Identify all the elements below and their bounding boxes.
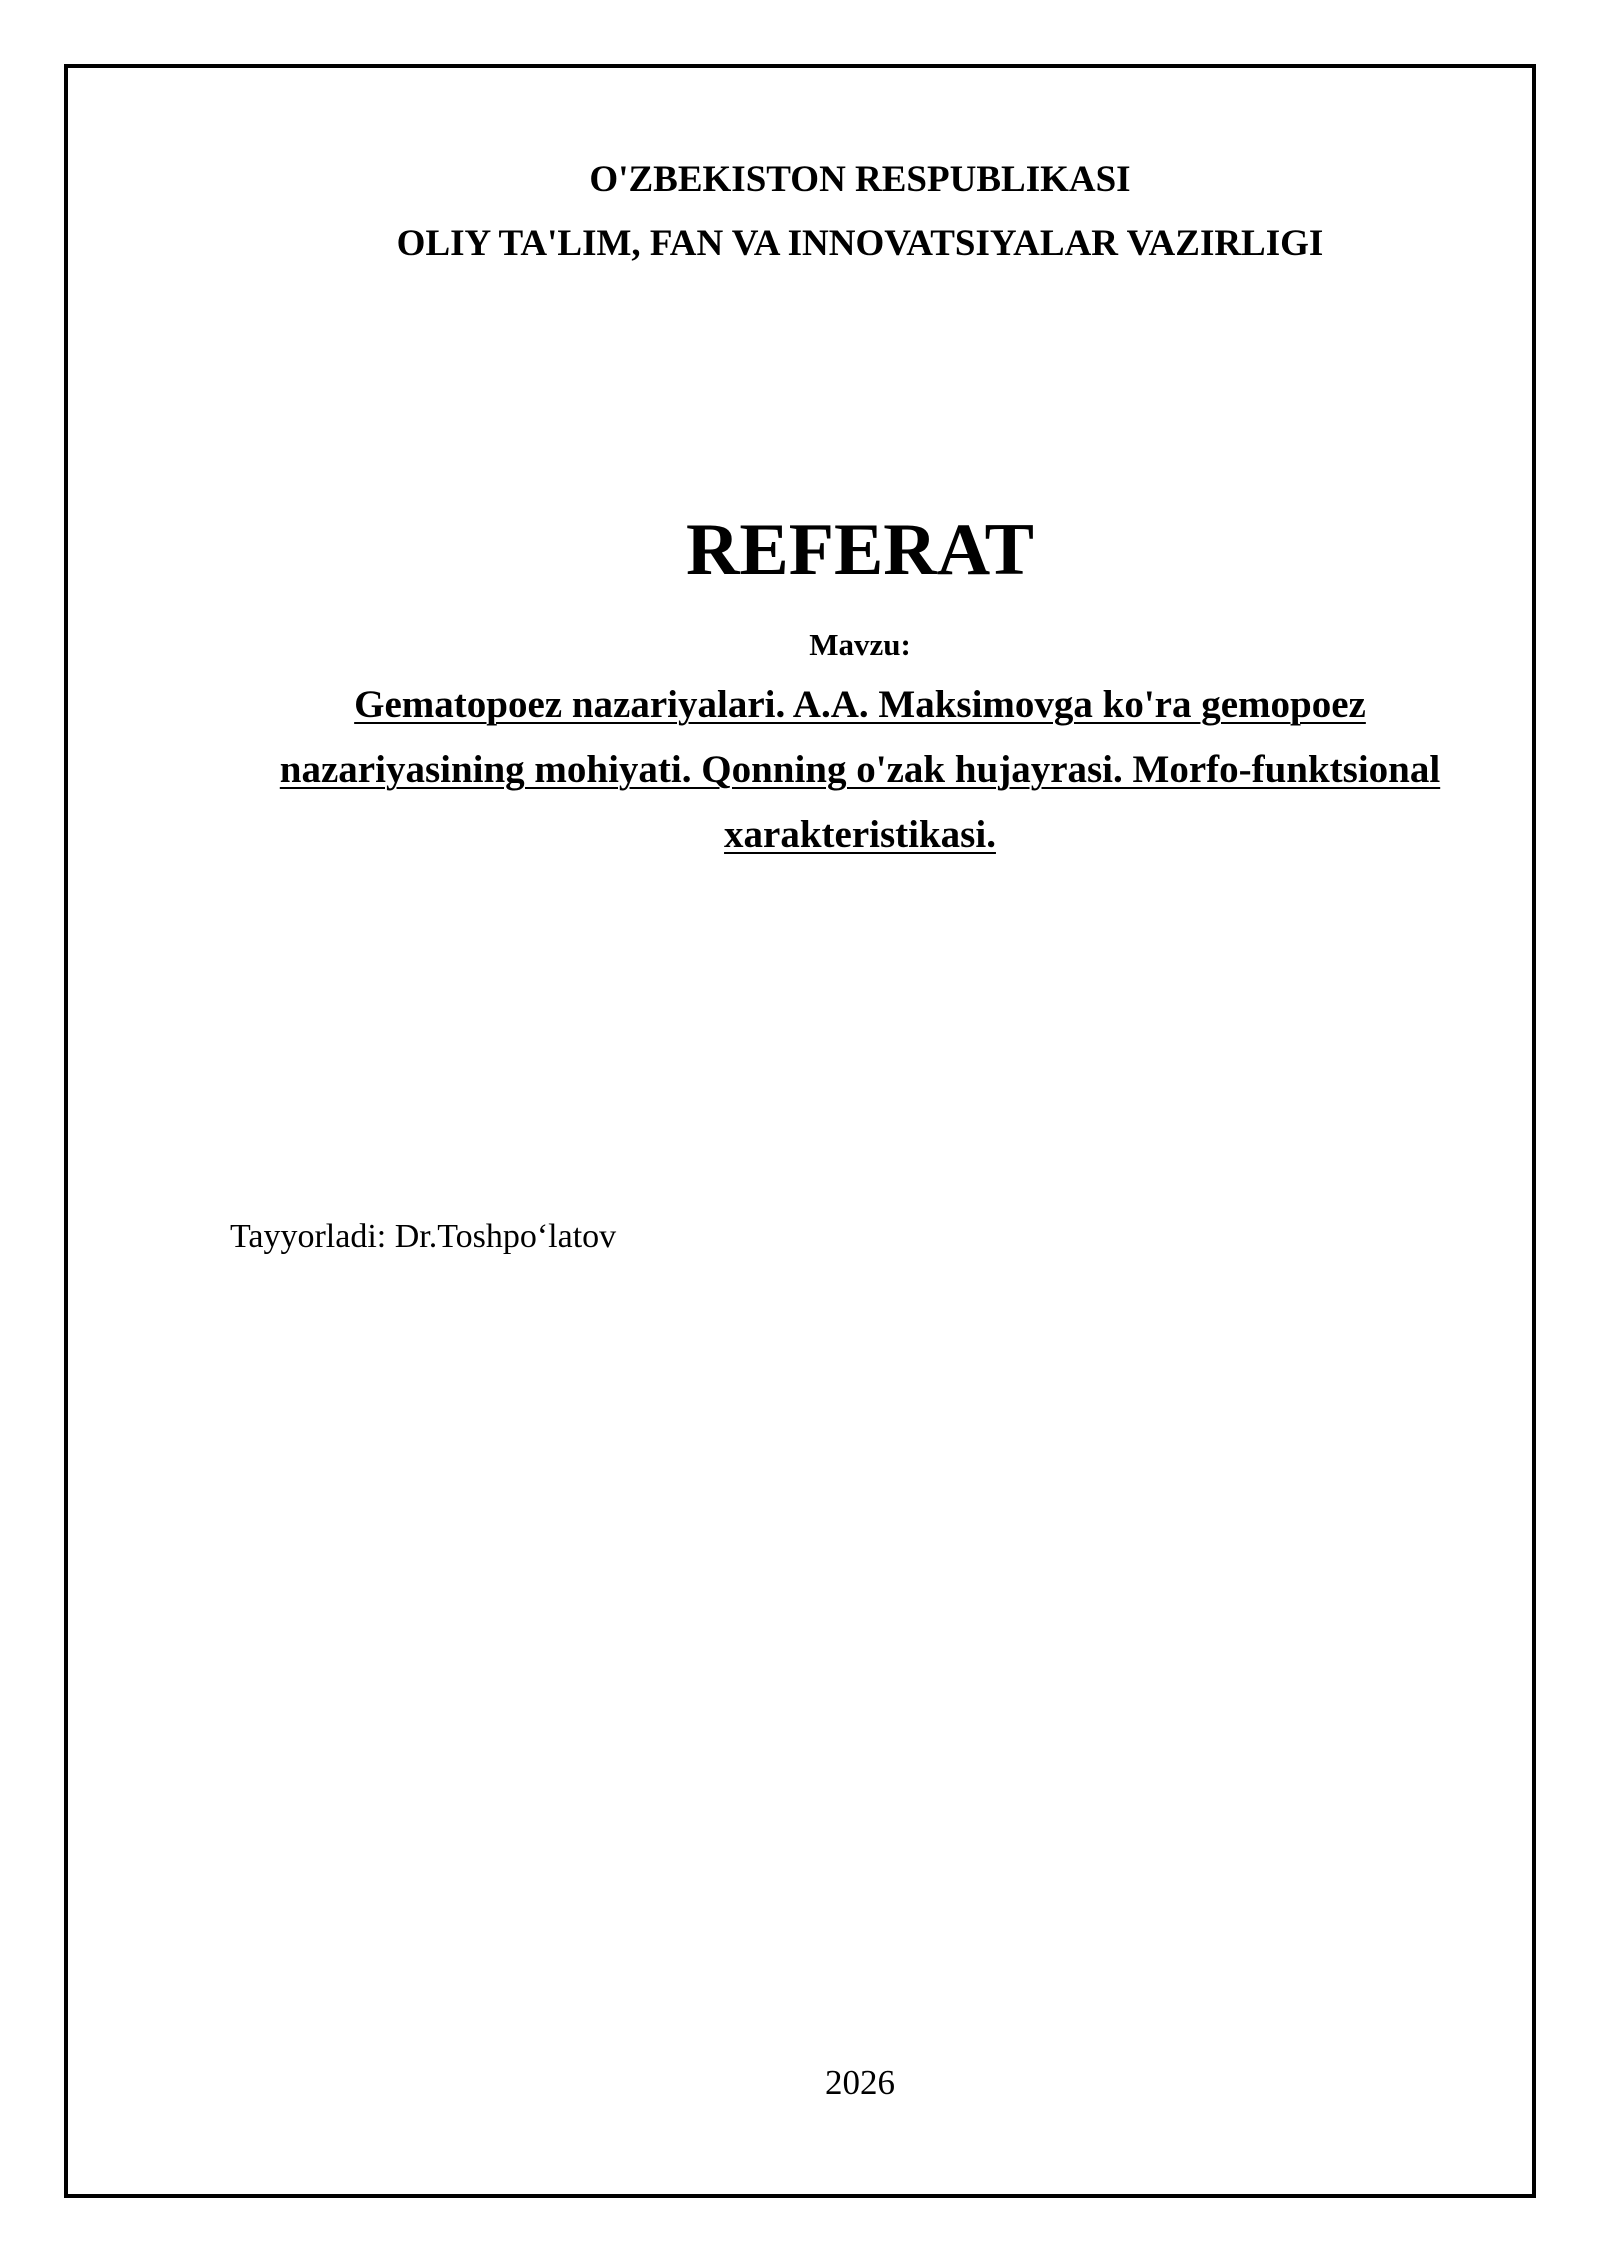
author-line: Tayyorladi: Dr.Toshpo‘latov [230, 1218, 617, 1255]
ministry-header [230, 148, 1490, 276]
year: 2026 [825, 2063, 895, 2102]
topic-label: Mavzu: [809, 627, 911, 662]
header-ministry: OLIY TA'LIM, FAN VA INNOVATSIYALAR VAZIRLIGI [396, 223, 1324, 264]
document-title: REFERAT [685, 509, 1035, 591]
header-country: O'ZBEKISTON RESPUBLIKASI [589, 159, 1131, 200]
topic-text: Gematopoez nazariyalari. A.A. Maksimovga ko'ra gemopoez nazariyasining mohiyati. Qonning o'zak hujayrasi. Morfo-funktsional xarakteristikasi. [279, 683, 1441, 856]
